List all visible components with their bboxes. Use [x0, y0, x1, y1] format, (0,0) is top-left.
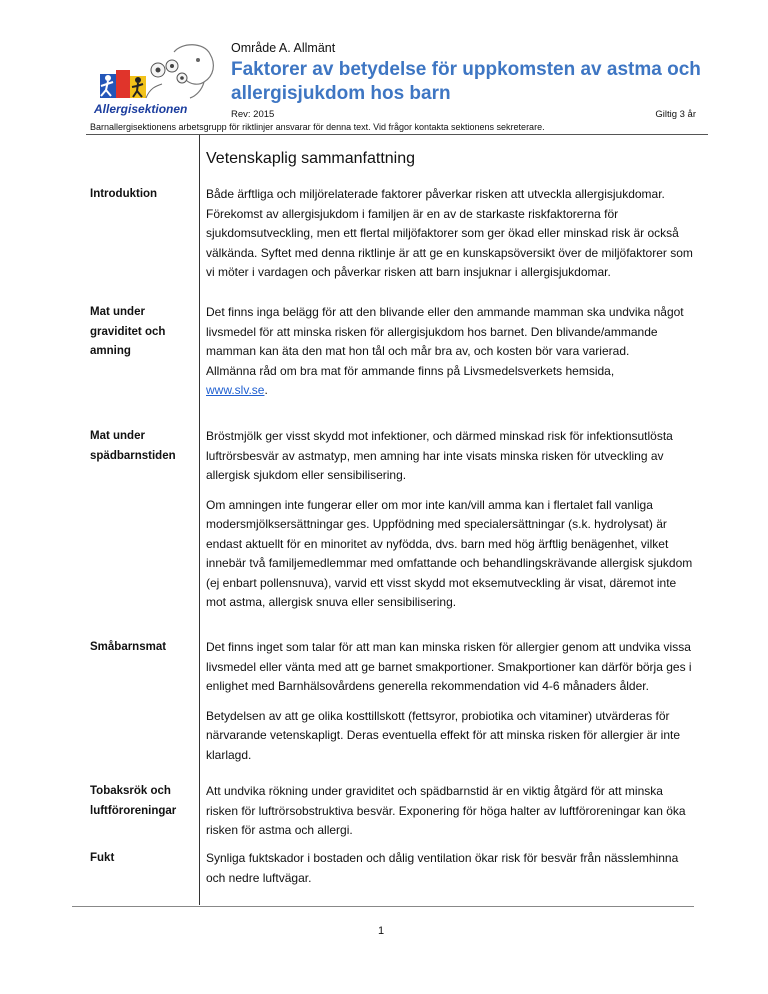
validity-label: Giltig 3 år [655, 109, 696, 120]
paragraph: Både ärftliga och miljörelaterade faktorer påverkar risken att utveckla allergisjukdomar. Förekomst av allergisjukdom i familjen är en av de starkaste riskfaktorerna för sjukdomsutveckling, men ett flertal miljöfaktorer som ger ökad eller minskad risk är också välkända. Syftet med denna riktlinje är att ge en kunskapsöversikt över de miljöfaktorer som vi möter i vardagen och påverkar risken att barn insjuknar i allergisjukdomar. [206, 187, 693, 279]
paragraph: Att undvika rökning under graviditet och spädbarnstid är en viktig åtgärd för att minska risken för luftrörsobstruktiva besvär. Exponering för höga halter av luftföroreningar kan öka risken för astma och allergi. [206, 784, 686, 837]
text-mat-graviditet [206, 303, 696, 401]
label-smabarnsmat: Småbarnsmat [90, 641, 167, 653]
label-mat-graviditet: Mat under graviditet och amning [90, 306, 166, 357]
text-mat-spadbarn [206, 427, 696, 613]
text-introduktion [206, 185, 696, 283]
logo-text: Allergisektionen [94, 102, 188, 116]
header-divider [86, 134, 708, 135]
footer-divider [72, 906, 694, 907]
label-mat-spadbarn: Mat under spädbarnstiden [90, 430, 176, 462]
text-tobaksrok [206, 782, 696, 841]
column-divider [199, 135, 200, 905]
period: . [264, 383, 268, 397]
label-fukt: Fukt [90, 852, 115, 864]
paragraph: Synliga fuktskador i bostaden och dålig ventilation ökar risk för besvär från nässlemhinna och nedre luftvägar. [206, 851, 679, 885]
allergisektionen-logo [86, 40, 226, 120]
paragraph: Det finns inga belägg för att den blivande eller den ammande mamman ska undvika något livsmedel för att minska risken för allergisjukdom hos barnet. Den blivande/ammande mamman kan äta den mat hon tål och mår bra av, och kosten bör vara varierad. [206, 305, 684, 358]
paragraph: Det finns inget som talar för att man kan minska risken för allergier genom att undvika vissa livsmedel eller vänta med att ge barnet smakportioner. Smakportioner kan därför börja ges i enlighet med Barnhälsovårdens generella rekommendation vid 4-6 månaders ålder. [206, 640, 692, 693]
paragraph-text: Allmänna råd om bra mat för ammande finns på Livsmedelsverkets hemsida, [206, 363, 615, 378]
slv-link[interactable]: www.slv.se [206, 383, 265, 397]
text-smabarnsmat [206, 638, 696, 765]
text-fukt [206, 849, 696, 888]
section-title: Vetenskaplig sammanfattning [206, 150, 416, 167]
responsibility-note: Barnallergisektionens arbetsgrupp för riktlinjer ansvarar för denna text. Vid frågor kontakta sektionens sekreterare. [90, 122, 545, 132]
paragraph: Betydelsen av att ge olika kosttillskott (fettsyror, probiotika och vitaminer) utvärderas för närvarande vetenskapligt. Deras eventuella effekt för att minska risken för allergier är inte klarlagd. [206, 708, 681, 762]
page-number: 1 [378, 925, 385, 937]
label-introduktion: Introduktion [90, 188, 158, 200]
revision-label: Rev: 2015 [231, 109, 275, 120]
paragraph: Om amningen inte fungerar eller om mor inte kan/vill amma kan i flertalet fall vanliga modersmjölksersättningar ges. Uppfödning med specialersättningar (s.k. hydrolysat) är endast aktuellt för en minoritet av nyfödda, dvs. barn med hög ärftlig benägenhet, vilket innebär två familjemedlemmar med omfattande och behandlingskrävande allergisk sjukdom (ej enbart pollensnuva), varvid ett visst skydd mot eksemutveckling är visat, däremot inte mot astma, allergisk snuva eller sensibilisering. [206, 497, 693, 609]
document-title: Faktorer av betydelse för uppkomsten av astma och allergisjukdom hos barn [231, 59, 701, 104]
label-tobaksrok: Tobaksrök och luftföroreningar [90, 785, 177, 817]
paragraph [206, 362, 696, 401]
area-label: Område A. Allmänt [231, 41, 336, 55]
paragraph: Bröstmjölk ger visst skydd mot infektioner, och därmed minskad risk för infektionsutlösta luftrörsbesvär av astmatyp, men amning har inte visats minska risken för utveckling av allergisk sjukdom eller sensibilisering. [206, 429, 673, 482]
